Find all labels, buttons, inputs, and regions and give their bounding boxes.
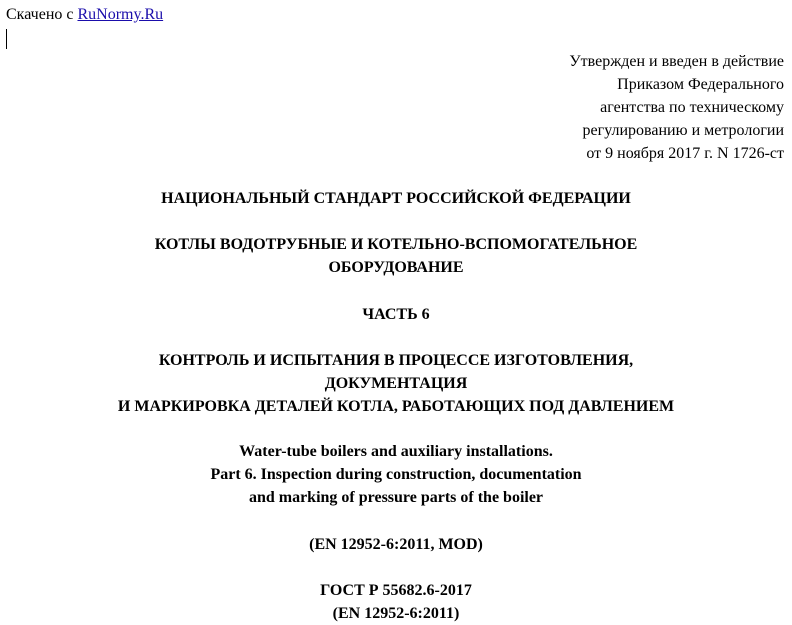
national-standard-text: НАЦИОНАЛЬНЫЙ СТАНДАРТ РОССИЙСКОЙ ФЕДЕРАЦИИ	[161, 190, 631, 207]
gost-en-reference: (EN 12952-6:2011)	[332, 605, 460, 622]
subtitle-line: КОНТРОЛЬ И ИСПЫТАНИЯ В ПРОЦЕССЕ ИЗГОТОВЛЕНИЯ,	[158, 352, 634, 369]
english-title	[0, 440, 792, 509]
title-line: КОТЛЫ ВОДОТРУБНЫЕ И КОТЕЛЬНО-ВСПОМОГАТЕЛЬНОЕ	[154, 236, 638, 253]
english-title-line: and marking of pressure parts of the boiler	[248, 489, 544, 506]
part-text: ЧАСТЬ 6	[362, 306, 430, 323]
approval-block	[569, 50, 784, 165]
gost-designation	[0, 579, 792, 625]
english-title-line: Part 6. Inspection during construction, documentation	[210, 466, 582, 483]
english-title-line: Water-tube boilers and auxiliary installations.	[239, 443, 553, 460]
modification-text: (EN 12952-6:2011, MOD)	[309, 536, 483, 553]
source-link[interactable]: RuNormy.Ru	[77, 6, 164, 23]
approval-line: Приказом Федерального	[617, 76, 784, 93]
subtitle-line: ДОКУМЕНТАЦИЯ	[324, 375, 468, 392]
part-heading	[0, 303, 792, 326]
approval-line: от 9 ноября 2017 г. N 1726-ст	[586, 145, 784, 162]
approval-line: Утвержден и введен в действие	[569, 53, 784, 70]
source-line	[6, 5, 163, 25]
subtitle-line: И МАРКИРОВКА ДЕТАЛЕЙ КОТЛА, РАБОТАЮЩИХ ПОД ДАВЛЕНИЕМ	[117, 398, 675, 415]
text-cursor	[6, 29, 7, 49]
approval-line: регулированию и метрологии	[582, 122, 784, 139]
national-standard-heading	[0, 187, 792, 210]
title-line: ОБОРУДОВАНИЕ	[328, 259, 464, 276]
gost-number: ГОСТ Р 55682.6-2017	[320, 582, 472, 599]
modification-reference	[0, 533, 792, 556]
document-title	[0, 233, 792, 279]
source-prefix: Скачено с	[6, 6, 74, 23]
approval-line: агентства по техническому	[600, 99, 784, 116]
document-subtitle	[0, 349, 792, 418]
